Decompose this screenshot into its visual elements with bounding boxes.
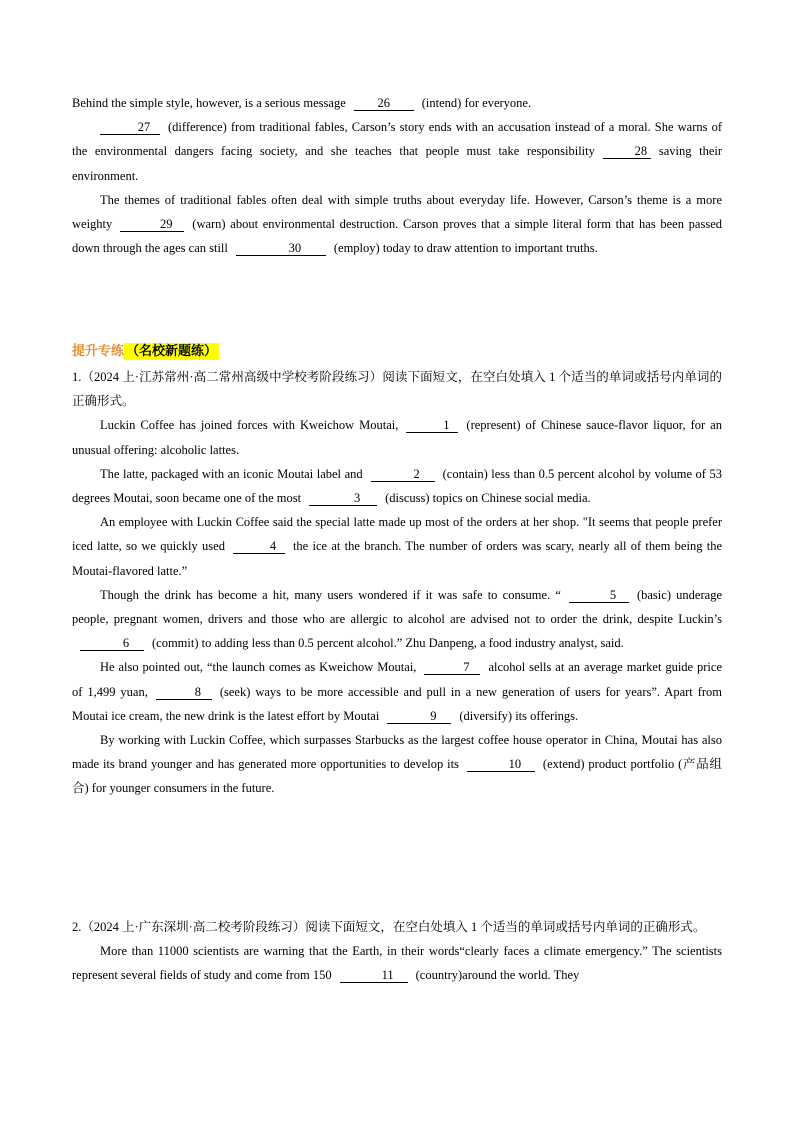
question-2-header: 2.（2024 上·广东深圳·高二校考阶段练习）阅读下面短文，在空白处填入 1 个适当的单词或括号内单词的正确形式。 [72, 920, 706, 934]
blank-1[interactable]: 1 [406, 418, 458, 433]
section-subtitle: （名校新题练） [126, 344, 218, 359]
paragraph: By working with Luckin Coffee, which surpasses Starbucks as the largest coffee house operator in China, Moutai has also made its brand younger and has generated more opportunities to develop its 10 (extend) product portfolio (产品组合) for younger consumers in the future. [72, 733, 722, 796]
blank-9[interactable]: 9 [387, 709, 451, 724]
paragraph: The latte, packaged with an iconic Moutai label and 2 (contain) less than 0.5 percent alcohol by volume of 53 degrees Moutai, soon became one of the most 3 (discuss) topics on Chinese social media. [72, 466, 722, 506]
question-1-header: 1.（2024 上·江苏常州·高二常州高级中学校考阶段练习）阅读下面短文，在空白处填入 1 个适当的单词或括号内单词的正确形式。 [72, 370, 722, 409]
section-heading [72, 342, 722, 362]
blank-2[interactable]: 2 [371, 467, 435, 482]
paragraph: Behind the simple style, however, is a serious message 26 (intend) for everyone. [72, 96, 532, 110]
passage-fable [72, 91, 722, 260]
paragraph: The themes of traditional fables often deal with simple truths about everyday life. However, Carson’s theme is a more weighty 29 (warn) about environmental destruction. Carson proves that a simple literal form that has been passed down through the ages can still 30 (employ) today to draw attention to important truths. [72, 192, 722, 256]
section-title: 提升专练 [72, 344, 125, 359]
paragraph: An employee with Luckin Coffee said the special latte made up most of the orders at her shop. "It seems that people prefer iced latte, so we quickly used 4 the ice at the branch. The number of orders was scary, nearly all of them being the Moutai-flavored latte.” [72, 515, 723, 578]
paragraph: He also pointed out, “the launch comes as Kweichow Moutai, 7 alcohol sells at an average market guide price of 1,499 yuan, 8 (seek) ways to be more accessible and pull in a new generation of users for years”. Apart from Moutai ice cream, the new drink is the latest effort by Moutai 9 (diversify) its offerings. [72, 660, 723, 723]
blank-30[interactable]: 30 [236, 241, 326, 256]
question-2 [72, 915, 722, 988]
blank-3[interactable]: 3 [309, 491, 377, 506]
blank-4[interactable]: 4 [233, 539, 285, 554]
blank-6[interactable]: 6 [80, 636, 144, 651]
blank-27[interactable]: 27 [100, 120, 160, 135]
blank-28[interactable]: 28 [603, 144, 651, 159]
blank-29[interactable]: 29 [120, 217, 184, 232]
blank-7[interactable]: 7 [424, 660, 480, 675]
paragraph: Luckin Coffee has joined forces with Kweichow Moutai, 1 (represent) of Chinese sauce-flavor liquor, for an unusual offering: alcoholic lattes. [72, 418, 722, 457]
paragraph: 27 (difference) from traditional fables, Carson’s story ends with an accusation instead of a moral. She warns of the environmental dangers facing society, and she teaches that people must take responsibility 28 saving their environment. [72, 120, 723, 183]
paragraph: Though the drink has become a hit, many users wondered if it was safe to consume. “ 5 (basic) underage people, pregnant women, drivers and those who are allergic to alcohol are advised not to order the drink, despite Luckin’s6 (commit) to adding less than 0.5 percent alcohol.” Zhu Danpeng, a food industry analyst, said. [72, 587, 722, 651]
blank-11[interactable]: 11 [340, 968, 408, 983]
blank-8[interactable]: 8 [156, 685, 212, 700]
blank-10[interactable]: 10 [467, 757, 535, 772]
exercise-section [72, 342, 722, 801]
blank-5[interactable]: 5 [569, 588, 629, 603]
paragraph: More than 11000 scientists are warning that the Earth, in their words“clearly faces a climate emergency.” The scientists represent several fields of study and come from 150 11 (country)around the world. They [72, 944, 722, 983]
blank-26[interactable]: 26 [354, 96, 414, 111]
